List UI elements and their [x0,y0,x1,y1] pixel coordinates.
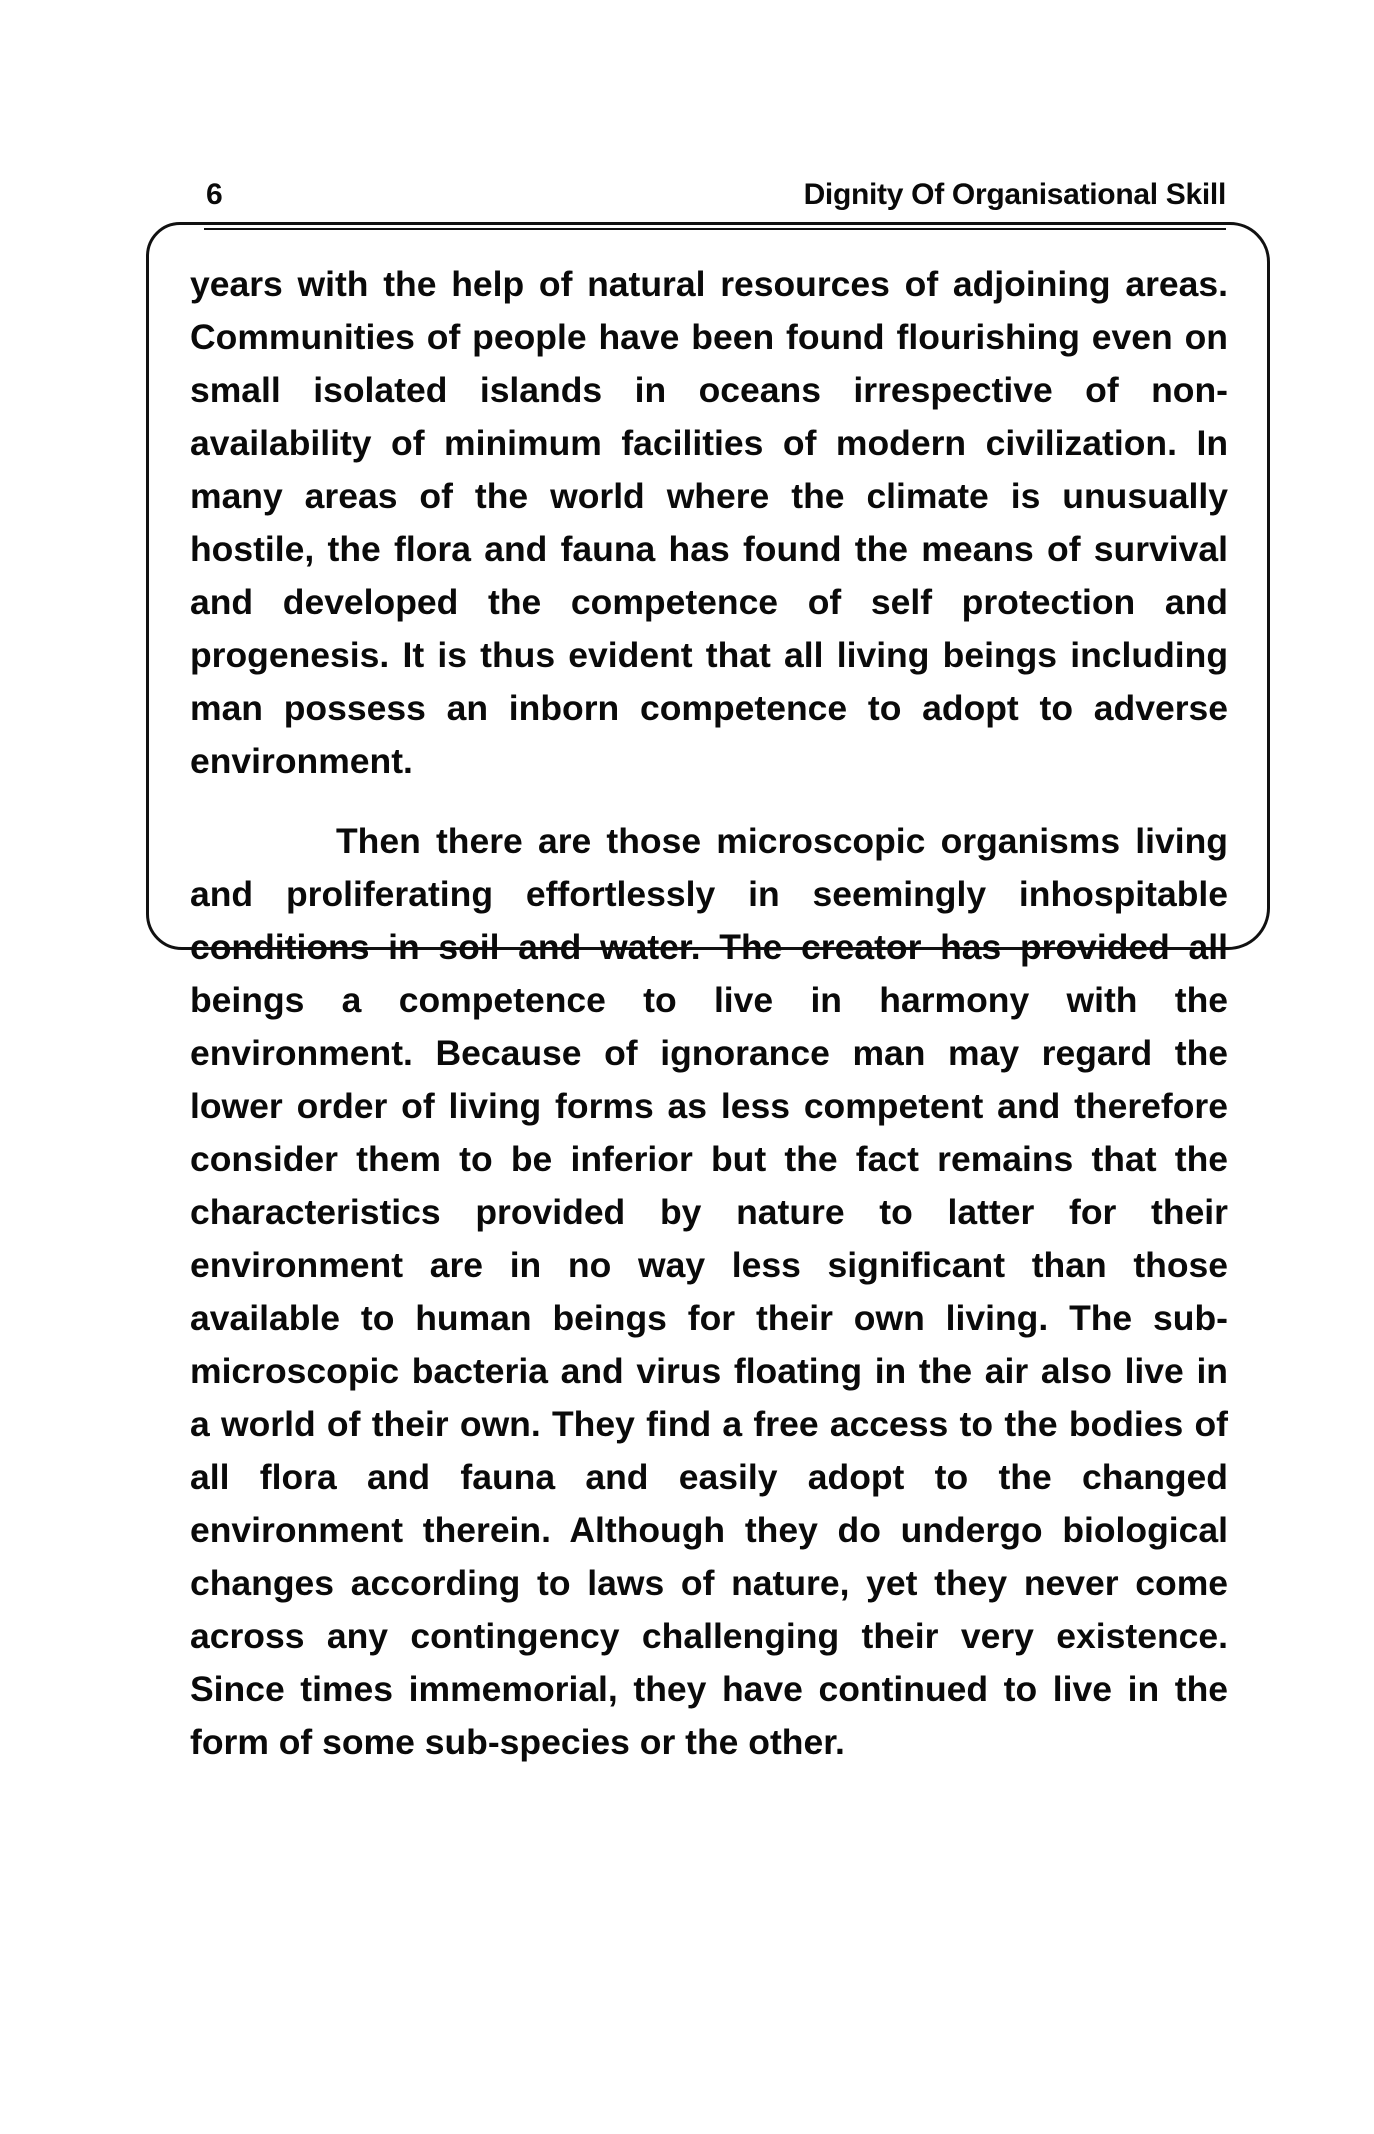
book-title: Dignity Of Organisational Skill [803,178,1226,211]
running-head [206,178,1226,224]
page-number: 6 [206,178,223,211]
body-text [190,258,1228,1769]
paragraph: years with the help of natural resources of adjoining areas. Communities of people have been found flourishing even on small isolated islands in oceans irrespective of non-availability of minimum facilities of modern civilization. In many areas of the world where the climate is unusually hostile, the flora and fauna has found the means of survival and developed the competence of self protection and progenesis. It is thus evident that all living beings including man possess an inborn competence to adopt to adverse environment. [190,264,1228,781]
paragraph: Then there are those microscopic organisms living and proliferating effortlessly in seemingly inhospitable conditions in soil and water. The creator has provided all beings a competence to live in harmony with the environment. Because of ignorance man may regard the lower order of living forms as less competent and therefore consider them to be inferior but the fact remains that the characteristics provided by nature to latter for their environment are in no way less significant than those available to human beings for their own living. The sub-microscopic bacteria and virus floating in the air also live in a world of their own. They find a free access to the bodies of all flora and fauna and easily adopt to the changed environment therein. Although they do undergo biological changes according to laws of nature, yet they never come across any contingency challenging their very existence. Since times immemorial, they have continued to live in the form of some sub-species or the other. [190,821,1228,1762]
